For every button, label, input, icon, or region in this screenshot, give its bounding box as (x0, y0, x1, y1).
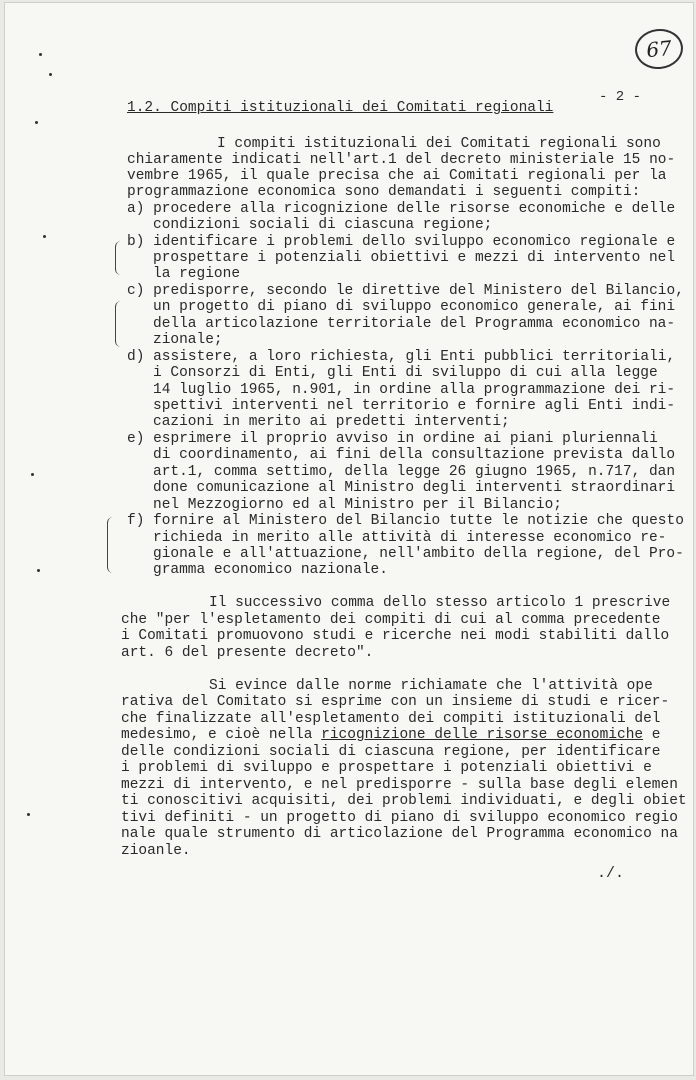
text-line: un progetto di piano di sviluppo economico generale, ai fini (153, 299, 676, 315)
text-line: condizioni sociali di ciascuna regione; (153, 217, 493, 233)
text-line: I compiti istituzionali dei Comitati regionali sono (217, 136, 661, 152)
text-line: vembre 1965, il quale precisa che ai Comitati regionali per la (127, 168, 667, 184)
text-line: b) identificare i problemi dello sviluppo economico regionale e (127, 234, 676, 250)
text-line: che "per l'espletamento dei compiti di cui al comma precedente (121, 612, 661, 628)
text-line: i Consorzi di Enti, gli Enti di sviluppo di cui alla legge (153, 365, 658, 381)
text-line: d) assistere, a loro richiesta, gli Enti pubblici territoriali, (127, 349, 676, 365)
text-line: nale quale strumento di articolazione del Programma economico na (121, 826, 678, 842)
text-line: delle condizioni sociali di ciascuna regione, per identificare (121, 744, 661, 760)
continuation-mark: ./. (597, 865, 625, 882)
page-number: - 2 - (599, 89, 642, 105)
text-line: Il successivo comma dello stesso articolo 1 prescrive (209, 595, 671, 611)
text-line: i problemi di sviluppo e prospettare i potenziali obiettivi e (121, 760, 652, 776)
text-line: richieda in merito alle attività di interesse economico re- (153, 530, 667, 546)
text-line: rativa del Comitato si esprime con un insieme di studi e ricer- (121, 694, 670, 710)
text-line: done comunicazione al Ministro degli interventi straordinari (153, 480, 676, 496)
margin-mark-c (115, 301, 124, 347)
text-line: art. 6 del presente decreto". (121, 645, 374, 661)
text-line: di coordinamento, ai fini della consultazione prevista dallo (153, 447, 676, 463)
underlined-phrase: ricognizione delle risorse economiche (321, 727, 644, 743)
margin-mark-b (115, 241, 124, 275)
text-line: art.1, comma settimo, della legge 26 giugno 1965, n.717, dan (153, 464, 676, 480)
text-line: tivi definiti - un progetto di piano di sviluppo economico regio (121, 810, 678, 826)
text-line: f) fornire al Ministero del Bilancio tutte le notizie che questo (127, 513, 684, 529)
document-page (4, 2, 694, 1076)
text-line (121, 727, 661, 743)
text-fragment: e (643, 727, 661, 743)
text-line: zioanle. (121, 843, 191, 859)
text-line: prospettare i potenziali obiettivi e mezzi di intervento nel (153, 250, 676, 266)
text-line: 14 luglio 1965, n.901, in ordine alla programmazione dei ri- (153, 382, 676, 398)
text-line: ti conoscitivi acquisiti, dei problemi individuati, e degli obiet (121, 793, 687, 809)
text-line: e) esprimere il proprio avviso in ordine ai piani pluriennali (127, 431, 658, 447)
text-line: programmazione economica sono demandati i seguenti compiti: (127, 184, 641, 200)
text-line: nel Mezzogiorno ed al Ministro per il Bilancio; (153, 497, 562, 513)
text-line: cazioni in merito ai predetti interventi; (153, 414, 510, 430)
section-heading: 1.2. Compiti istituzionali dei Comitati regionali (127, 100, 554, 116)
text-line: zionale; (153, 332, 223, 348)
text-line: c) predisporre, secondo le direttive del Ministero del Bilancio, (127, 283, 684, 299)
text-line: la regione (153, 266, 241, 282)
text-line: spettivi interventi nel territorio e fornire agli Enti indi- (153, 398, 676, 414)
text-line: Si evince dalle norme richiamate che l'attività ope (209, 678, 653, 694)
text-line: della articolazione territoriale del Programma economico na- (153, 316, 676, 332)
text-line: mezzi di intervento, e nel predisporre - sulla base degli elemen (121, 777, 678, 793)
text-line: chiaramente indicati nell'art.1 del decreto ministeriale 15 no- (127, 152, 676, 168)
text-line: che finalizzate all'espletamento dei compiti istituzionali del (121, 711, 661, 727)
margin-mark-f (107, 517, 116, 573)
text-fragment: medesimo, e cioè nella (121, 727, 322, 743)
text-line: gionale e all'attuazione, nell'ambito della regione, del Pro- (153, 546, 684, 562)
text-line: a) procedere alla ricognizione delle risorse economiche e delle (127, 201, 676, 217)
archive-stamp: 67 (633, 27, 685, 72)
text-line: i Comitati promuovono studi e ricerche nei modi stabiliti dallo (121, 628, 670, 644)
text-line: gramma economico nazionale. (153, 562, 388, 578)
